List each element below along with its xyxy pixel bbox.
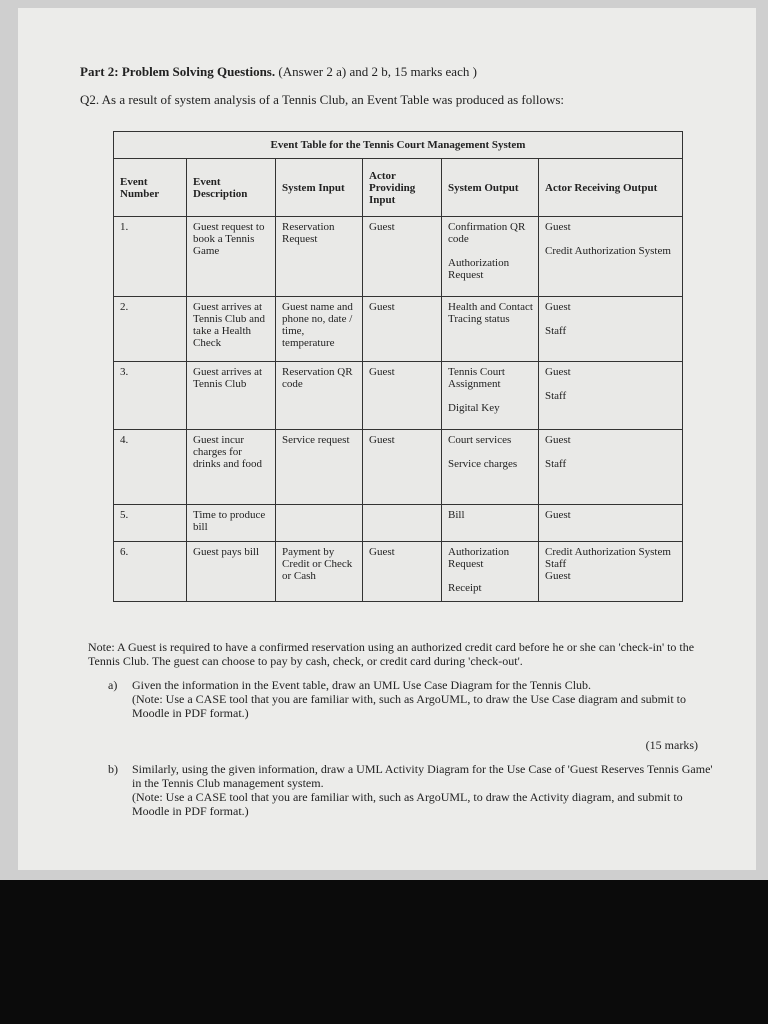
cell-item: Credit Authorization System [545, 546, 671, 558]
question-label: a) [108, 678, 118, 692]
col-header: Actor Receiving Output [539, 159, 683, 217]
cell-item: Staff [545, 325, 567, 337]
table-row [114, 362, 683, 430]
cell-outputs [442, 430, 539, 505]
cell-item: Bill [448, 509, 465, 521]
question-b [108, 762, 718, 818]
cell-item: Authorization Request [448, 546, 510, 570]
cell-item: Guest [545, 509, 571, 521]
cell-outputs [442, 362, 539, 430]
marks: (15 marks) [645, 738, 698, 752]
cell-item: Guest [545, 221, 571, 233]
monitor-bezel [0, 880, 768, 1024]
document-header [80, 64, 720, 108]
question-note: (Note: Use a CASE tool that you are familiar with, such as ArgoUML, to draw the Use Case diagram and submit to Moodle in PDF format.) [132, 692, 687, 720]
cell-item: Guest [545, 434, 571, 446]
cell-item: Guest [545, 366, 571, 378]
cell-item: Confirmation QR code [448, 221, 526, 245]
cell-receivers [539, 297, 683, 362]
cell-item: Staff [545, 458, 567, 470]
table-row [114, 505, 683, 542]
cell-input: Guest name and phone no, date / time, temperature [276, 297, 363, 362]
cell-desc: Guest pays bill [187, 542, 276, 602]
cell-item: Service charges [448, 458, 518, 470]
cell-receivers [539, 217, 683, 297]
cell-input: Reservation QR code [276, 362, 363, 430]
cell-item: Court services [448, 434, 512, 446]
question-intro: Q2. As a result of system analysis of a Tennis Club, an Event Table was produced as follows: [80, 92, 565, 107]
cell-item: Staff [545, 558, 567, 570]
question-note: (Note: Use a CASE tool that you are familiar with, such as ArgoUML, to draw the Activity diagram, and submit to Moodle in PDF format.) [132, 790, 683, 818]
cell-receivers [539, 362, 683, 430]
cell-desc: Guest request to book a Tennis Game [187, 217, 276, 297]
cell-item: Credit Authorization System [545, 245, 671, 257]
part-title: Part 2: Problem Solving Questions. [80, 64, 276, 79]
notes-section [88, 640, 718, 818]
part-heading [80, 64, 720, 80]
cell-actor: Guest [363, 297, 442, 362]
question-label: b) [108, 762, 118, 776]
cell-receivers [539, 430, 683, 505]
table-row [114, 430, 683, 505]
cell-num: 3. [114, 362, 187, 430]
cell-receivers [539, 505, 683, 542]
cell-outputs [442, 542, 539, 602]
table-title: Event Table for the Tennis Court Management System [114, 132, 683, 159]
cell-item: Tennis Court Assignment [448, 366, 505, 390]
cell-actor: Guest [363, 217, 442, 297]
cell-num: 2. [114, 297, 187, 362]
col-header: Event Number [114, 159, 187, 217]
cell-input: Payment by Credit or Check or Cash [276, 542, 363, 602]
col-header: System Output [442, 159, 539, 217]
cell-item: Health and Contact Tracing status [448, 301, 533, 325]
cell-actor: Guest [363, 362, 442, 430]
table-row [114, 542, 683, 602]
cell-input [276, 505, 363, 542]
cell-desc: Guest incur charges for drinks and food [187, 430, 276, 505]
col-header: Event Description [187, 159, 276, 217]
question-text: Similarly, using the given information, draw a UML Activity Diagram for the Use Case of 'Guest Reserves Tennis Game' in the Tennis Club management system. [132, 762, 713, 790]
cell-num: 1. [114, 217, 187, 297]
cell-item: Digital Key [448, 402, 500, 414]
cell-actor: Guest [363, 430, 442, 505]
cell-item: Authorization Request [448, 257, 510, 281]
note-text: Note: A Guest is required to have a confirmed reservation using an authorized credit card before he or she can 'check-in' to the Tennis Club. The guest can choose to pay by cash, check, or credit card during 'check-out'. [88, 640, 695, 668]
cell-desc: Guest arrives at Tennis Club [187, 362, 276, 430]
question-a [108, 678, 718, 720]
cell-receivers [539, 542, 683, 602]
cell-num: 5. [114, 505, 187, 542]
cell-item: Receipt [448, 582, 482, 594]
table-row [114, 297, 683, 362]
event-table [113, 131, 683, 602]
cell-outputs [442, 217, 539, 297]
cell-item: Guest [545, 301, 571, 313]
cell-desc: Guest arrives at Tennis Club and take a Health Check [187, 297, 276, 362]
cell-num: 4. [114, 430, 187, 505]
cell-num: 6. [114, 542, 187, 602]
col-header: System Input [276, 159, 363, 217]
cell-actor: Guest [363, 542, 442, 602]
table-row [114, 217, 683, 297]
cell-outputs [442, 297, 539, 362]
cell-item: Staff [545, 390, 567, 402]
col-header: Actor Providing Input [363, 159, 442, 217]
cell-item: Guest [545, 570, 571, 582]
cell-desc: Time to produce bill [187, 505, 276, 542]
question-text: Given the information in the Event table, draw an UML Use Case Diagram for the Tennis Club. [132, 678, 592, 692]
cell-actor [363, 505, 442, 542]
cell-input: Reservation Request [276, 217, 363, 297]
cell-input: Service request [276, 430, 363, 505]
answer-instruction: (Answer 2 a) and 2 b, 15 marks each ) [278, 64, 477, 79]
cell-outputs [442, 505, 539, 542]
